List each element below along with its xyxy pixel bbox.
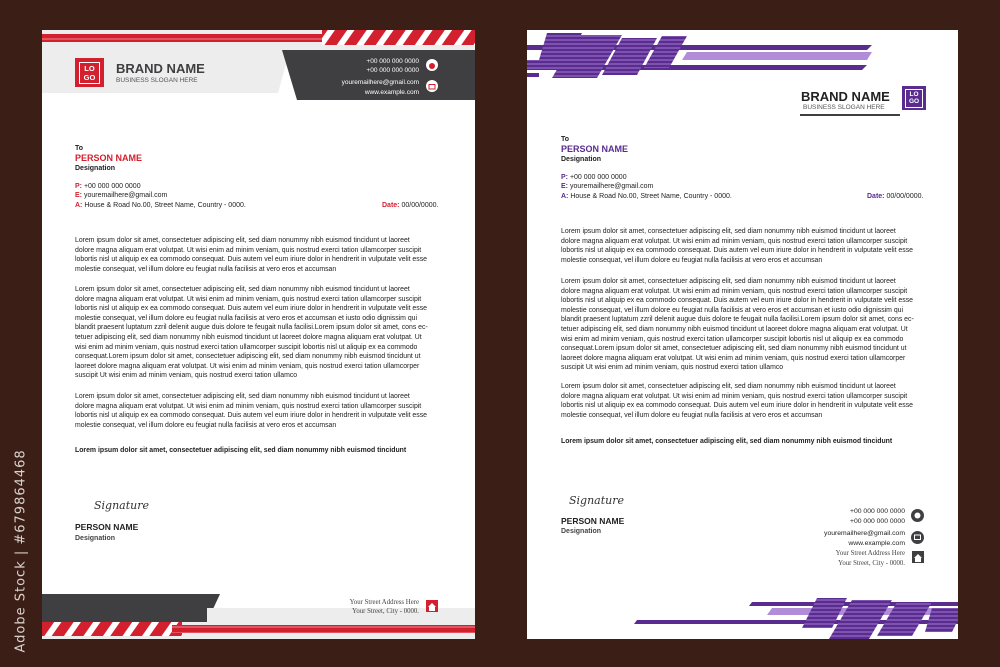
line: suscipit Ut wisi enim ad minim veniam, quis nostrud exerci tation ullamco [561, 364, 784, 372]
brand-slogan: BUSINESS SLOGAN HERE [116, 77, 198, 84]
letterhead-red [42, 30, 475, 639]
footer-address [787, 549, 905, 568]
paragraph-3 [75, 392, 427, 430]
address-value: House & Road No.00, Street Name, Country - 0000. [570, 192, 732, 200]
line: Lorem ipsum dolor sit amet, consectetuer adipiscing elit, sed diam nonummy nibh euismod tincidunt ut laoreet [75, 286, 410, 293]
person-name: PERSON NAME [561, 144, 629, 154]
line: lobortis nisl ut aliquip ex ea commodo consequat. Duis autem vel eum iriure dolor in hendrerit in vulputate velit esse [75, 256, 427, 264]
footer-address [292, 599, 419, 616]
footer-address-1: Your Street Address Here [835, 550, 905, 557]
header-website: www.example.com [364, 88, 419, 96]
line: suscipit Ut wisi enim ad minim veniam, quis nostrud exerci tation ullamco [75, 372, 298, 380]
footer-email: youremailhere@gmail.com [824, 530, 905, 537]
phone-1: +00 000 000 0000 [366, 58, 419, 65]
signature-name: PERSON NAME [75, 522, 139, 532]
logo-line-2: GO [83, 73, 96, 82]
paragraph-1 [75, 236, 427, 274]
header-email: youremailhere@gmail.com [341, 79, 419, 86]
line: laoreet dolore magna aliquam erat volutpat. Ut wisi enim ad minim veniam, quis nostrud exerci tation ullamcorper [561, 354, 906, 362]
line: wisi enim ad minim veniam, quis nostrud exerci tation ullamcorper suscipit lobortis nisl ut aliquip ex ea commodo [75, 343, 418, 351]
date-value: 00/00/0000. [886, 193, 924, 200]
phone-2: +00 000 000 0000 [366, 66, 419, 74]
line: dolore magna aliquam erat volutpat. Ut wisi enim ad minim veniam, quis nostrud exerci tation ullamcorper suscipit [75, 402, 422, 410]
header-decoration [527, 30, 958, 90]
line: lobortis nisl ut aliquip ex ea commodo consequat. Duis autem vel eum iriure dolor in hendrerit in vulputate velit esse [561, 402, 913, 410]
web-icon [426, 80, 438, 92]
line: molestie consequat, vel illum dolore eu feugiat nulla facilisis at vero eros et accumsan [561, 256, 823, 264]
line: molestie consequat, vel illum dolore eu feugiat nulla facilisis at vero eros et accumsan et iusto odio dignissim qui [75, 314, 418, 322]
signature: Signature [94, 499, 150, 512]
brand-slogan: BUSINESS SLOGAN HERE [803, 104, 885, 111]
line: tetuer adipiscing elit, sed diam nonummy nibh euismod tincidunt ut laoreet dolore magna aliquam erat volutpat. Ut [561, 325, 908, 333]
line: dolore magna aliquam erat volutpat. Ut wisi enim ad minim veniam, quis nostrud exerci tation ullamcorper suscipit [75, 246, 422, 254]
web-icon [911, 531, 924, 544]
watermark [6, 420, 32, 660]
to-label: To [561, 136, 570, 143]
home-icon [426, 600, 438, 612]
logo [75, 58, 104, 87]
line: Lorem ipsum dolor sit amet, consectetuer adipiscing elit, sed diam nonummy nibh euismod tincidunt ut laoreet [75, 237, 410, 244]
header-web [302, 78, 419, 97]
footer-web [787, 529, 905, 548]
signature: Signature [569, 494, 625, 507]
watermark-text: Adobe Stock | #679864468 [13, 449, 29, 653]
paragraph-2 [75, 285, 428, 381]
line: lobortis nisl ut aliquip ex ea commodo consequat. Duis autem vel eum iriure dolor in hendrerit in vulputate velit esse [75, 305, 427, 313]
line: molestie consequat, vel illum dolore eu feugiat nulla facilisis at vero eros et accumsan [75, 421, 337, 429]
logo-line-2: GO [908, 98, 920, 105]
line: molestie consequat, vel illum dolore eu feugiat nulla facilisis at vero eros et accumsan [75, 265, 337, 273]
line: dolore magna aliquam erat volutpat. Ut wisi enim ad minim veniam, quis nostrud exerci tation ullamcorper suscipit [561, 237, 908, 245]
line: consequat.Lorem ipsum dolor sit amet, consectetuer adipiscing elit, sed diam nonummy nibh euismod tincidunt ut [75, 353, 421, 361]
line: wisi enim ad minim veniam, quis nostrud exerci tation ullamcorper suscipit lobortis nisl ut aliquip ex ea commodo [561, 335, 904, 343]
line: dolore magna aliquam erat volutpat. Ut wisi enim ad minim veniam, quis nostrud exerci tation ullamcorper suscipit [75, 295, 422, 303]
date-label: Date: [382, 202, 400, 209]
line: lobortis nisl ut aliquip ex ea commodo consequat. Duis autem vel eum iriure dolor in hendrerit in vulputate velit esse [561, 247, 913, 255]
phone-icon [426, 59, 438, 71]
home-icon [912, 551, 924, 563]
date-label: Date: [867, 193, 885, 200]
paragraph-2 [561, 277, 914, 373]
email-label: E: [75, 192, 82, 200]
line: blandit praesent luptatum zzril delenit augue duis dolore te feugait nulla facilisi.Lorem ipsum dolor sit amet, cons ec- [75, 324, 428, 332]
line: Lorem ipsum dolor sit amet, consectetuer adipiscing elit, sed diam nonummy nibh euismod tincidunt ut laoreet [75, 393, 410, 400]
phone-2: +00 000 000 0000 [850, 517, 905, 525]
paragraph-3 [561, 382, 913, 420]
footer-decoration [527, 590, 958, 639]
footer-phones [807, 507, 905, 526]
address-label: A: [561, 192, 569, 200]
designation: Designation [75, 165, 116, 172]
email-value: youremailhere@gmail.com [83, 192, 168, 200]
line: Lorem ipsum dolor sit amet, consectetuer adipiscing elit, sed diam nonummy nibh euismod tincidunt ut laoreet [561, 383, 896, 390]
closing-line: Lorem ipsum dolor sit amet, consectetuer adipiscing elit, sed diam nonummy nibh euismod tincidunt [75, 447, 407, 454]
logo [902, 86, 926, 110]
footer-address-1: Your Street Address Here [349, 599, 419, 606]
line: molestie consequat, vel illum dolore eu feugiat nulla facilisis at vero eros et accumsan et iusto odio dignissim qui [561, 306, 904, 314]
line: molestie consequat, vel illum dolore eu feugiat nulla facilisis at vero eros et accumsan [561, 411, 823, 419]
line: Lorem ipsum dolor sit amet, consectetuer adipiscing elit, sed diam nonummy nibh euismod tincidunt ut laoreet [561, 278, 896, 285]
date [382, 201, 438, 210]
signature-designation: Designation [561, 528, 602, 535]
date-value: 00/00/0000. [401, 202, 439, 209]
brand-name: BRAND NAME [116, 61, 205, 76]
line: Lorem ipsum dolor sit amet, consectetuer adipiscing elit, sed diam nonummy nibh euismod tincidunt ut laoreet [561, 228, 896, 235]
phone-icon [911, 509, 924, 522]
header-phones [342, 58, 419, 75]
signature-name: PERSON NAME [561, 516, 625, 526]
to-label: To [75, 145, 84, 152]
address-value: House & Road No.00, Street Name, Country - 0000. [84, 201, 246, 209]
designation: Designation [561, 156, 602, 163]
email-value: youremailhere@gmail.com [569, 183, 654, 191]
signature-designation: Designation [75, 535, 116, 542]
line: dolore magna aliquam erat volutpat. Ut wisi enim ad minim veniam, quis nostrud exerci tation ullamcorper suscipit [561, 287, 908, 295]
paragraph-1 [561, 227, 913, 265]
phone-value: +00 000 000 0000 [83, 183, 141, 190]
line: dolore magna aliquam erat volutpat. Ut wisi enim ad minim veniam, quis nostrud exerci tation ullamcorper suscipit [561, 392, 908, 400]
footer-address-2: Your Street, City - 0000. [838, 559, 905, 567]
line: tetuer adipiscing elit, sed diam nonummy nibh euismod tincidunt ut laoreet dolore magna aliquam erat volutpat. Ut [75, 333, 422, 341]
line: blandit praesent luptatum zzril delenit augue duis dolore te feugait nulla facilisi.Lorem ipsum dolor sit amet, cons ec- [561, 316, 914, 324]
person-name: PERSON NAME [75, 153, 143, 163]
logo-line-1: LO [84, 64, 95, 73]
footer-website: www.example.com [848, 539, 905, 547]
footer-address-2: Your Street, City - 0000. [352, 607, 419, 615]
line: consequat.Lorem ipsum dolor sit amet, consectetuer adipiscing elit, sed diam nonummy nibh euismod tincidunt ut [561, 345, 907, 353]
email-label: E: [561, 183, 568, 191]
phone-1: +00 000 000 0000 [850, 508, 905, 515]
letterhead-purple [527, 30, 958, 639]
brand-name: BRAND NAME [801, 89, 890, 104]
line: lobortis nisl ut aliquip ex ea commodo consequat. Duis autem vel eum iriure dolor in hendrerit in vulputate velit esse [561, 297, 913, 305]
brand-underline [800, 114, 900, 116]
contact-block [561, 173, 732, 201]
closing-line: Lorem ipsum dolor sit amet, consectetuer adipiscing elit, sed diam nonummy nibh euismod tincidunt [561, 438, 893, 445]
phone-value: +00 000 000 0000 [569, 174, 627, 181]
phone-label: P: [561, 174, 568, 181]
contact-block [75, 182, 246, 210]
phone-label: P: [75, 183, 82, 190]
line: laoreet dolore magna aliquam erat volutpat. Ut wisi enim ad minim veniam, quis nostrud exerci tation ullamcorper [75, 362, 420, 370]
line: lobortis nisl ut aliquip ex ea commodo consequat. Duis autem vel eum iriure dolor in hendrerit in vulputate velit esse [75, 412, 427, 420]
date [867, 192, 923, 201]
address-label: A: [75, 201, 83, 209]
logo-line-1: LO [909, 90, 919, 98]
